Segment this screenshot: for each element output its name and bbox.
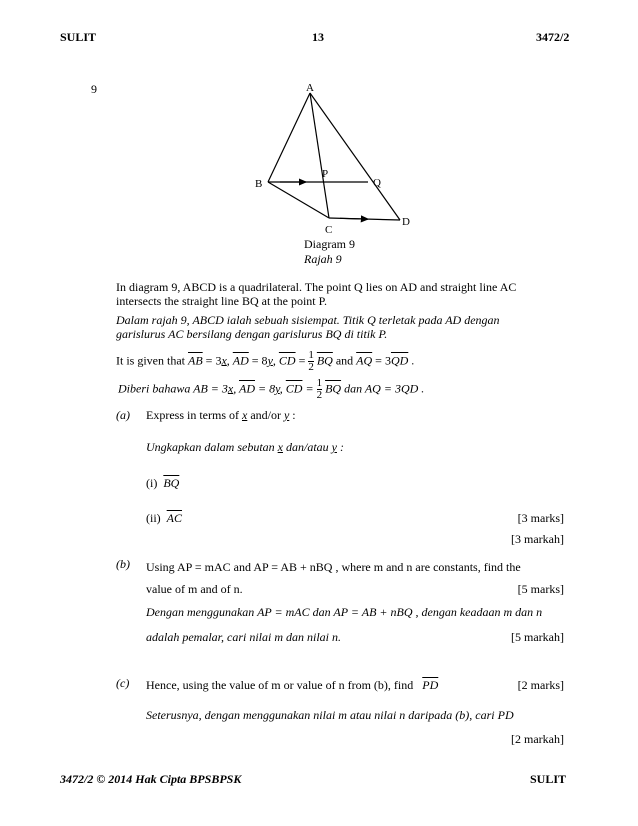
- intro-ms-line1: Dalam rajah 9, ABCD ialah sebuah sisiempat. Titik Q terletak pada AD dengan: [116, 313, 500, 327]
- segment-ad: [310, 93, 400, 220]
- footer-copyright: 3472/2 © 2014 Hak Cipta BPSBPSK: [60, 772, 242, 786]
- part-c-line1: [146, 678, 438, 693]
- part-a-marks-ms: [3 markah]: [511, 532, 564, 546]
- segment-bc: [268, 182, 329, 218]
- given-en-and: and: [335, 353, 354, 368]
- given-ms: Diberi bahawa AB = 3x, $\overline{AD} = 8y$, $\overline{CD}$ = $\frac{1}{2}$ $\overline{BQ}$ dan AQ = 3QD .: [118, 377, 425, 401]
- vec-bq: $\overline{BQ}$: [316, 353, 333, 368]
- part-b-marks-en: [5 marks]: [517, 582, 564, 596]
- vec-y: y: [267, 353, 273, 368]
- label-p: P: [322, 168, 329, 180]
- fraction-den-ms: 2: [316, 389, 323, 401]
- intro-ms-line2: garislurus AC bersilang dengan garislurus BQ di titik P.: [116, 327, 388, 341]
- intro-en-line1: In diagram 9, ABCD is a quadrilateral. The point Q lies on AD and straight line AC: [116, 280, 517, 294]
- given-en-eq1: = 3: [205, 353, 222, 368]
- sub-ii-label: (ii): [146, 511, 161, 525]
- vec-pd: $\overline{PD}$: [422, 678, 439, 692]
- sub-i-label: (i): [146, 476, 158, 490]
- fraction-half-ms: [317, 378, 323, 401]
- label-b: B: [255, 178, 263, 190]
- given-en-eq3: =: [298, 353, 306, 368]
- vec-ab: $\overline{AB}$: [188, 353, 203, 368]
- intro-ms: [116, 313, 546, 341]
- part-a-text-ms: Ungkapkan dalam sebutan: [146, 440, 275, 454]
- part-b-line3: Dengan menggunakan AP = mAC dan AP = AB + nBQ , dengan keadaan m dan n: [146, 605, 543, 619]
- part-a-text-en: Express in terms of: [146, 408, 239, 422]
- part-a-danatau: dan/atau: [285, 440, 329, 454]
- part-b-marks-ms: [5 markah]: [511, 630, 564, 644]
- part-a-colon: :: [292, 408, 296, 422]
- given-ms-dan: dan AQ = 3QD: [344, 381, 419, 396]
- vec-ad: $\overline{AD}$: [232, 353, 249, 368]
- part-b-line4: adalah pemalar, cari nilai m dan nilai n.: [146, 630, 341, 644]
- fraction-num-ms: 1: [316, 377, 323, 389]
- fraction-den: 2: [308, 361, 314, 373]
- part-a-sub-ii: [146, 511, 182, 526]
- segment-ac: [310, 93, 329, 218]
- part-a-question-en: [146, 408, 296, 423]
- part-c-marks-en: [2 marks]: [517, 678, 564, 692]
- footer-sulit: SULIT: [530, 772, 567, 786]
- diagram-caption-ms: Rajah 9: [304, 252, 342, 266]
- header-sulit: SULIT: [60, 30, 97, 44]
- part-a-question-ms: [146, 440, 344, 455]
- part-a-x: x: [241, 408, 248, 422]
- part-a-label: (a): [116, 408, 130, 422]
- quadrilateral-diagram: [240, 80, 430, 240]
- fraction-num: 1: [308, 349, 314, 361]
- vec-cd-ms: $\overline{CD}$: [285, 381, 303, 396]
- part-c-label: (c): [116, 676, 130, 690]
- part-b-line1: Using AP = mAC and AP = AB + nBQ , where m and n are constants, find the: [146, 560, 521, 574]
- vec-y-ms: y: [275, 381, 280, 396]
- label-d: D: [402, 216, 410, 228]
- vec-x-ms: x: [227, 381, 234, 396]
- label-c: C: [325, 224, 333, 236]
- given-en-eq2: = 8: [251, 353, 268, 368]
- vec-ad-ms: $\overline{AD}$: [239, 381, 255, 396]
- vec-qd: $\overline{QD}$: [390, 353, 409, 368]
- part-a-sub-i: [146, 476, 179, 491]
- intro-en-line2: intersects the straight line BQ at the point P.: [116, 294, 327, 308]
- given-ms-eq3: =: [305, 381, 314, 396]
- vec-x: x: [221, 353, 227, 368]
- intro-en: [116, 280, 546, 308]
- given-en-eq4: = 3: [375, 353, 391, 368]
- question-number: 9: [91, 82, 97, 96]
- part-b-label: (b): [116, 557, 130, 571]
- part-a-x-ms: x: [277, 440, 283, 454]
- part-a-andor: and/or: [250, 408, 281, 422]
- label-a: A: [306, 82, 314, 94]
- part-a-y: y: [283, 408, 290, 422]
- label-q: Q: [373, 177, 381, 189]
- arrow-cd: [340, 218, 368, 219]
- sub-ii-vector: $\overline{AC}$: [166, 511, 183, 525]
- sub-i-vector: $\overline{BQ}$: [163, 476, 180, 490]
- vec-cd: $\overline{CD}$: [278, 353, 296, 368]
- part-a-y-ms: y: [331, 440, 337, 454]
- part-c-text: Hence, using the value of m or value of n from (b), find: [146, 678, 414, 692]
- page-number: 13: [312, 30, 324, 44]
- header-code: 3472/2: [536, 30, 570, 44]
- diagram-caption-en: Diagram 9: [304, 237, 355, 251]
- vec-bq-ms: $\overline{BQ}$: [325, 381, 342, 396]
- given-en: It is given that $\overline{AB} = 3x$, $\overline{AD} = 8y$, $\overline{CD}$ = $\frac{1}{2}$ $\overline{BQ}$ and $\overline{AQ} = 3\overline{QD}$ .: [116, 349, 415, 373]
- part-a-marks-en: [3 marks]: [517, 511, 564, 525]
- part-c-line2: Seterusnya, dengan menggunakan nilai m atau nilai n daripada (b), cari PD: [146, 708, 514, 722]
- vec-aq: $\overline{AQ}$: [356, 353, 373, 368]
- fraction-half-en: [308, 350, 314, 373]
- part-b-line2: value of m and of n.: [146, 582, 243, 596]
- segment-ab: [268, 93, 310, 182]
- part-c-marks-ms: [2 markah]: [511, 732, 564, 746]
- given-ms-eq2: = 8: [258, 381, 276, 396]
- given-en-prefix: It is given that: [116, 353, 185, 368]
- part-a-colon-ms: :: [339, 440, 344, 454]
- given-ms-prefix: Diberi bahawa AB = 3: [118, 381, 228, 396]
